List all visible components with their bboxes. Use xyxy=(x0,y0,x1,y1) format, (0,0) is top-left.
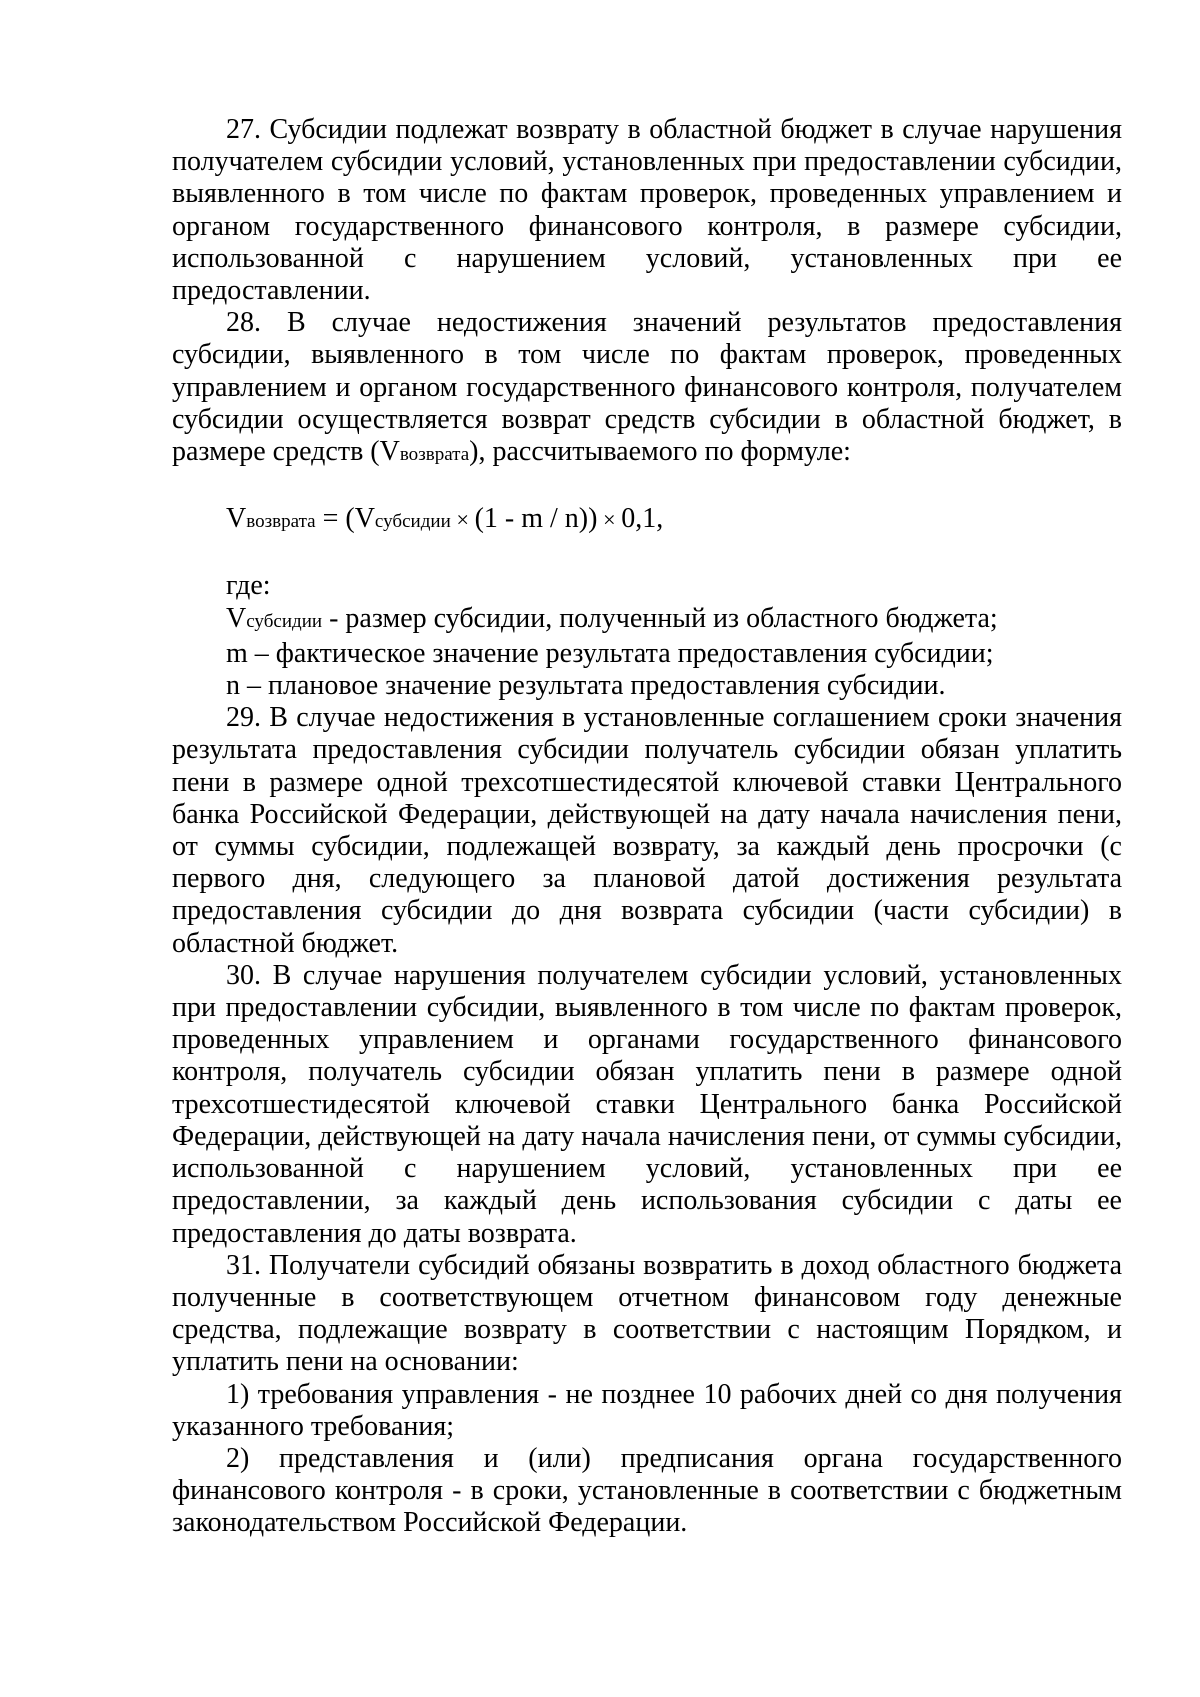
legend-n: n – плановое значение результата предоставления субсидии. xyxy=(226,670,946,702)
formula-part-2: (1 - m / n)) xyxy=(474,503,598,535)
spacer xyxy=(172,538,1122,570)
v-return-subscript: возврата xyxy=(399,444,470,466)
paragraph-31-item-1: 1) требования управления - не позднее 10 рабочих дней со дня получения указанного требования; xyxy=(172,1378,1122,1442)
formula-v-return-subscript: возврата xyxy=(246,511,316,533)
paragraph-31-item-2: 2) представления и (или) предписания органа государственного финансового контроля - в сроки, установленные в соответствии с бюджетным законодательством Российской Федерации. xyxy=(172,1442,1122,1539)
paragraph-27: 27. Субсидии подлежат возврату в областной бюджет в случае нарушения получателем субсидии условий, установленных при предоставлении субсидии, выявленного в том числе по фактам проверок, проведенных управлением и органом государственного финансового контроля, в размере субсидии, использованной с нарушением условий, установленных при ее предоставлении. xyxy=(172,114,1122,307)
formula-part-3: 0,1, xyxy=(621,503,664,535)
paragraph-30: 30. В случае нарушения получателем субсидии условий, установленных при предоставлении субсидии, выявленного в том числе по фактам проверок, проведенных управлением и органами государственного финансового контроля, получатель субсидии обязан уплатить пени в размере одной трехсотшестидесятой ключевой ставки Центрального банка Российской Федерации, действующей на дату начала начисления пени, от суммы субсидии, использованной с нарушением условий, установленных при ее предоставлении, за каждый день использования субсидии с даты ее предоставления до даты возврата. xyxy=(172,959,1122,1249)
multiply-sign-2: × xyxy=(597,507,622,533)
legend-v-subsidy xyxy=(172,603,1122,638)
legend-v-subscript: субсидии xyxy=(246,610,323,632)
legend-m: m – фактическое значение результата предоставления субсидии; xyxy=(226,637,994,669)
paragraph-28 xyxy=(172,307,1122,471)
paragraph-29: 29. В случае недостижения в установленные соглашением сроки значения результата предоставления субсидии получатель субсидии обязан уплатить пени в размере одной трехсотшестидесятой ключевой ставки Центрального банка Российской Федерации, действующей на дату начала начисления пени, от суммы субсидии, подлежащей возврату, за каждый день просрочки (с первого дня, следующего за плановой датой достижения результата предоставления субсидии до дня возврата субсидии (части субсидии) в областной бюджет. xyxy=(172,702,1122,959)
document-body xyxy=(172,114,1122,1540)
paragraph-28-text-end: ), рассчитываемого по формуле: xyxy=(469,436,851,468)
spacer xyxy=(172,471,1122,503)
legend-v-symbol: V xyxy=(226,602,247,634)
multiply-sign: × xyxy=(450,507,475,533)
formula-part-1: = (V xyxy=(315,503,375,535)
formula-v: V xyxy=(226,503,247,535)
return-formula xyxy=(172,503,1122,538)
paragraph-28-text: 28. В случае недостижения значений результатов предоставления субсидии, выявленного в том числе по фактам проверок, проведенных управлением и органом государственного финансового контроля, получателем субсидии осуществляется возврат средств субсидии в областной бюджет, в размере средств (V xyxy=(172,307,1122,468)
formula-v-subsidy-subscript: субсидии xyxy=(374,511,451,533)
paragraph-31: 31. Получатели субсидий обязаны возвратить в доход областного бюджета полученные в соответствующем отчетном финансовом году денежные средства, подлежащие возврату в соответствии с настоящим Порядком, и уплатить пени на основании: xyxy=(172,1249,1122,1378)
where-label: где: xyxy=(226,570,271,602)
legend-v-text: - размер субсидии, полученный из областного бюджета; xyxy=(322,602,998,634)
